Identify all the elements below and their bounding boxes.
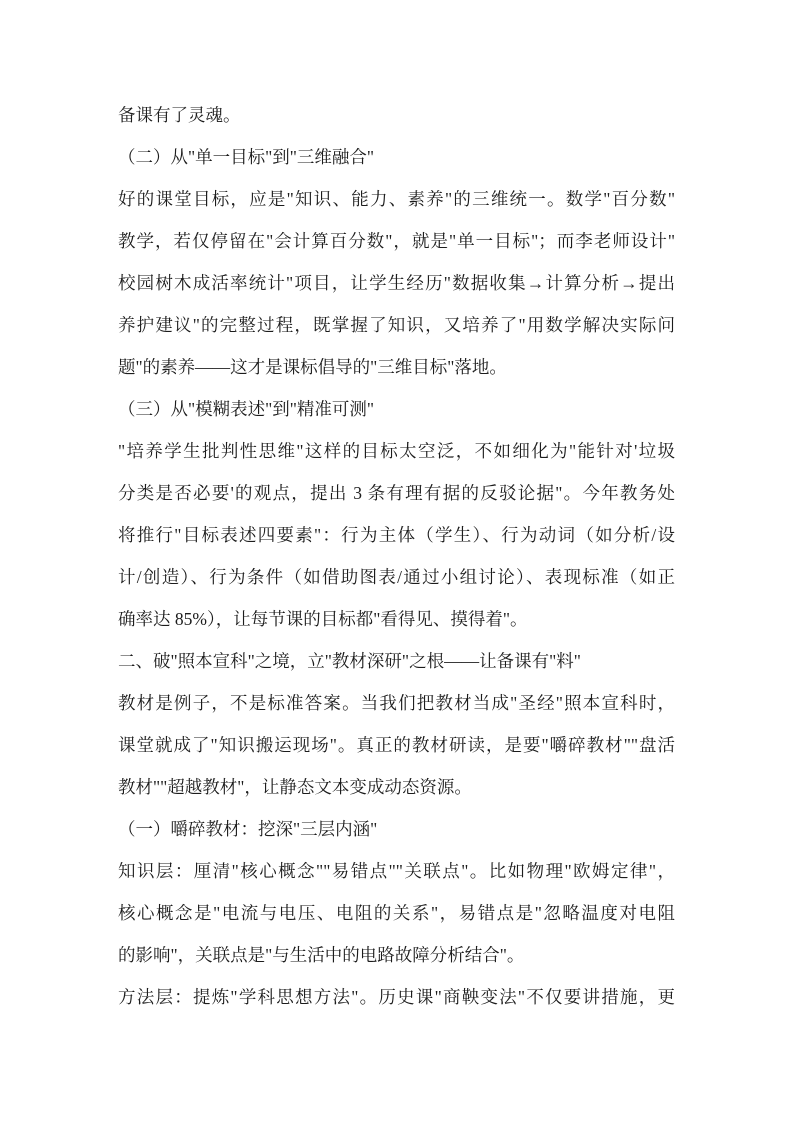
text-line: 方法层：提炼"学科思想方法"。历史课"商鞅变法"不仅要讲措施，更 — [118, 987, 675, 1007]
text-line: 校园树木成活率统计"项目，让学生经历"数据收集→计算分析→提出 — [118, 273, 675, 293]
section-heading: （三）从"模糊表述"到"精准可测" — [118, 399, 375, 419]
text-line: "培养学生批判性思维"这样的目标太空泛，不如细化为"能针对'垃圾 — [118, 441, 675, 461]
text-line: 的影响"，关联点是"与生活中的电路故障分析结合"。 — [118, 945, 525, 965]
section-heading: （一）嚼碎教材：挖深"三层内涵" — [118, 819, 378, 839]
text-line: 分类是否必要'的观点，提出 3 条有理有据的反驳论据"。今年教务处 — [118, 483, 675, 503]
document-text — [118, 94, 675, 1018]
text-line: 备课有了灵魂。 — [118, 105, 241, 125]
text-line: 将推行"目标表述四要素"：行为主体（学生）、行为动词（如分析/设 — [118, 525, 675, 545]
text-line: 好的课堂目标，应是"知识、能力、素养"的三维统一。数学"百分数" — [118, 189, 675, 209]
text-line: 确率达 85%），让每节课的目标都"看得见、摸得着"。 — [118, 609, 528, 629]
section-heading: 二、破"照本宣科"之境，立"教材深研"之根——让备课有"料" — [118, 651, 581, 671]
text-line: 计/创造）、行为条件（如借助图表/通过小组讨论）、表现标准（如正 — [118, 567, 675, 587]
text-line: 核心概念是"电流与电压、电阻的关系"，易错点是"忽略温度对电阻 — [118, 903, 675, 923]
text-line: 知识层：厘清"核心概念""易错点""关联点"。比如物理"欧姆定律"， — [118, 861, 675, 881]
text-line: 教材是例子，不是标准答案。当我们把教材当成"圣经"照本宣科时， — [118, 693, 675, 713]
text-line: 教学，若仅停留在"会计算百分数"，就是"单一目标"；而李老师设计" — [118, 231, 675, 251]
text-line: 教材""超越教材"，让静态文本变成动态资源。 — [118, 777, 472, 797]
text-line: 养护建议"的完整过程，既掌握了知识，又培养了"用数学解决实际问 — [118, 315, 675, 335]
section-heading: （二）从"单一目标"到"三维融合" — [118, 147, 375, 167]
text-line: 课堂就成了"知识搬运现场"。真正的教材研读，是要"嚼碎教材""盘活 — [118, 735, 675, 755]
text-line: 题"的素养——这才是课标倡导的"三维目标"落地。 — [118, 357, 507, 377]
